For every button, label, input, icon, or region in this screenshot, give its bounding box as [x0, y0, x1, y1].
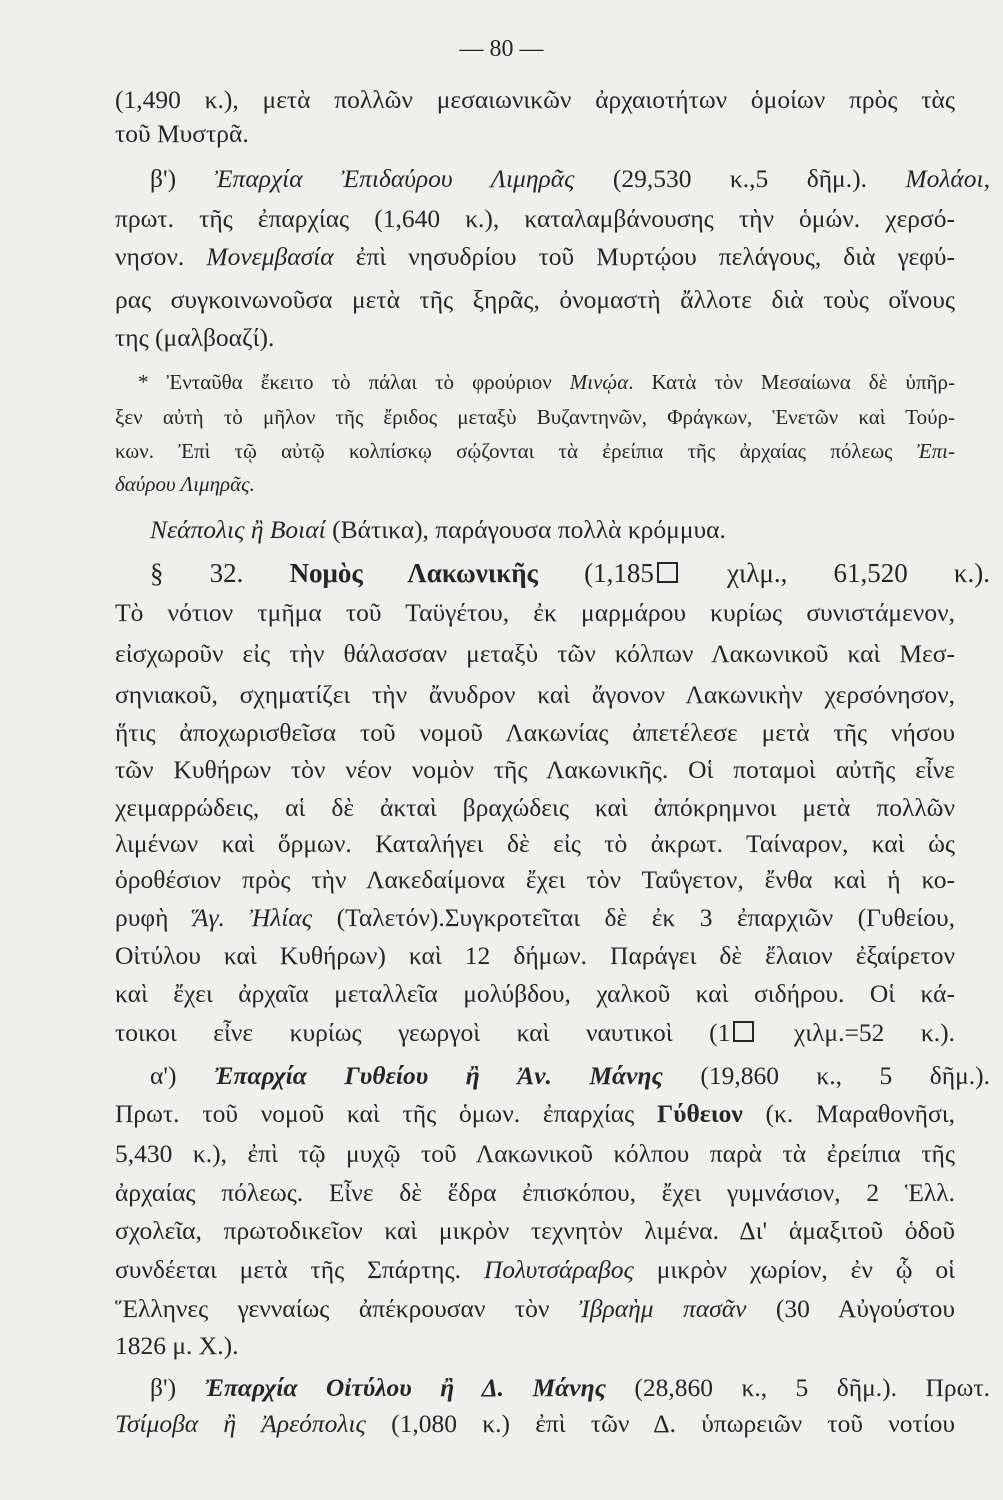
text-line: εἰσχωροῦν εἰς τὴν θάλασσαν μεταξὺ τῶν κόλπων Λακωνικοῦ καὶ Μεσ-: [115, 639, 955, 668]
text-line: [115, 1098, 955, 1130]
text-line: ὁροθέσιον πρὸς τὴν Λακεδαίμονα ἔχει τὸν Ταΰγετον, ἔνθα καὶ ἡ κο-: [115, 865, 955, 894]
text-line: λιμένων καὶ ὅρμων. Καταλήγει δὲ εἰς τὸ ἀκρωτ. Ταίναρον, καὶ ὡς: [115, 829, 955, 858]
text-run: τοικοι εἶνε κυρίως γεωργοὶ καὶ ναυτικοὶ (1: [115, 1018, 731, 1047]
eparchy-heading: Ἐπαρχία Οἰτύλου ἢ Δ. Μάνης: [204, 1373, 606, 1402]
text-line: σηνιακοῦ, σχηματίζει τὴν ἄνυδρον καὶ ἄγονον Λακωνικὴν χερσόνησον,: [115, 680, 955, 709]
text-run: β'): [150, 1373, 205, 1402]
village-name: Πολυτσάραβος: [483, 1255, 634, 1284]
section-title: Νομὸς Λακωνικῆς: [289, 558, 538, 588]
text-line: τῶν Κυθήρων τὸν νέον νομὸν τῆς Λακωνικῆς. Οἱ ποταμοὶ αὐτῆς εἶνε: [115, 755, 955, 784]
square-icon: [657, 562, 678, 583]
text-run: κων. Ἐπὶ τῷ αὐτῷ κολπίσκῳ σῴζονται τὰ ἐρείπια τῆς ἀρχαίας πόλεως: [115, 439, 917, 463]
place-name: Ἐπι-: [916, 439, 955, 463]
text-line: [115, 1017, 955, 1049]
text-run: (30 Αὐγούστου: [746, 1294, 955, 1323]
text-line: [115, 902, 955, 934]
footnote-line: [115, 437, 955, 465]
text-run: (Βάτικα), παράγουσα πολλὰ κρόμμυα.: [325, 515, 726, 544]
text-run: Ἕλληνες γενναίως ἀπέκρουσαν τὸν: [115, 1294, 579, 1323]
town-name: Μονεμβασία: [206, 242, 334, 271]
text-line: [150, 1060, 990, 1092]
place-name: Μινῴα: [569, 370, 629, 394]
footnote-line: [115, 470, 955, 498]
town-name: Μολάοι,: [905, 164, 991, 193]
person-name: Ἰβραὴμ πασᾶν: [578, 1294, 747, 1323]
text-line: [115, 241, 955, 273]
text-run: Πρωτ. τοῦ νομοῦ καὶ τῆς ὁμων. ἐπαρχίας: [115, 1099, 658, 1128]
text-run: χιλμ.=52 κ.).: [757, 1018, 956, 1047]
text-line: [115, 1408, 955, 1440]
town-name: Νεάπολις ἢ Βοιαί: [150, 515, 326, 544]
text-line: σχολεῖα, πρωτοδικεῖον καὶ μικρὸν τεχνητὸν λιμένα. Δι' ἁμαξιτοῦ ὁδοῦ: [115, 1216, 955, 1245]
text-line: πρωτ. τῆς ἐπαρχίας (1,640 κ.), καταλαμβάνουσης τὴν ὁμών. χερσό-: [115, 204, 955, 233]
text-run: (Ταλετόν).Συγκροτεῖται δὲ ἐκ 3 ἐπαρχιῶν (Γυθείου,: [312, 903, 955, 932]
text-line: της (μαλβοαζί).: [115, 323, 275, 352]
text-run: (28,860 κ., 5 δῆμ.). Πρωτ.: [605, 1373, 990, 1402]
text-line: χειμαρρώδεις, αἱ δὲ ἀκταὶ βραχώδεις καὶ ἀπόκρημνοι μετὰ πολλῶν: [115, 793, 955, 822]
page-number: — 80 —: [459, 36, 544, 62]
text-line: ἥτις ἀποχωρισθεῖσα τοῦ νομοῦ Λακωνίας ἀπετέλεσε μετὰ τῆς νήσου: [115, 718, 955, 747]
text-line: τοῦ Μυστρᾶ.: [115, 119, 249, 148]
text-run: (29,530 κ.,5 δῆμ.).: [574, 164, 906, 193]
text-line: [150, 163, 990, 195]
text-run: συνδέεται μετὰ τῆς Σπάρτης.: [115, 1255, 484, 1284]
mountain-name: Ἅγ. Ἠλίας: [192, 903, 313, 932]
place-name: δαύρου Λιμηρᾶς.: [115, 472, 255, 496]
text-run: (1,185: [537, 558, 654, 588]
text-line: (1,490 κ.), μετὰ πολλῶν μεσαιωνικῶν ἀρχαιοτήτων ὁμοίων πρὸς τὰς: [115, 85, 955, 114]
text-line: 1826 μ. Χ.).: [115, 1331, 239, 1360]
text-line: [115, 1293, 955, 1325]
footnote-line: [138, 368, 955, 396]
text-line: Οἰτύλου καὶ Κυθήρων) καὶ 12 δήμων. Παράγει δὲ ἔλαιον ἐξαίρετον: [115, 941, 955, 970]
text-run: β'): [150, 164, 215, 193]
text-run: (κ. Μαραθονῆσι,: [742, 1099, 955, 1128]
text-run: νησον.: [115, 242, 207, 271]
square-icon: [733, 1021, 754, 1042]
text-line: ἀρχαίας πόλεως. Εἶνε δὲ ἕδρα ἐπισκόπου, ἔχει γυμνάσιον, 2 Ἑλλ.: [115, 1178, 955, 1207]
text-run: ρυφὴ: [115, 903, 193, 932]
capital-name: Γύθειον: [657, 1099, 743, 1128]
text-run: μικρὸν χωρίον, ἐν ᾧ οἱ: [633, 1255, 955, 1284]
text-line: καὶ ἔχει ἀρχαῖα μεταλλεῖα μολύβδου, χαλκοῦ καὶ σιδήρου. Οἱ κά-: [115, 979, 955, 1008]
text-run: (19,860 κ., 5 δῆμ.).: [662, 1061, 991, 1090]
eparchy-heading: Ἐπαρχία Ἐπιδαύρου Λιμηρᾶς: [214, 164, 575, 193]
text-line: [150, 1372, 990, 1404]
text-line: 5,430 κ.), ἐπὶ τῷ μυχῷ τοῦ Λακωνικοῦ κόλπου παρὰ τὰ ἐρείπια τῆς: [115, 1139, 955, 1168]
section-number: § 32.: [150, 558, 290, 588]
section-heading: [150, 557, 990, 589]
eparchy-heading: Ἐπαρχία Γυθείου ἢ Ἀν. Μάνης: [213, 1061, 663, 1090]
footnote-line: ξεν αὐτὴ τὸ μῆλον τῆς ἔριδος μεταξὺ Βυζαντηνῶν, Φράγκων, Ἑνετῶν καὶ Τούρ-: [115, 405, 955, 429]
text-run: α'): [150, 1061, 214, 1090]
text-run: (1,080 κ.) ἐπὶ τῶν Δ. ὑπωρειῶν τοῦ νοτίου: [365, 1409, 956, 1438]
text-run: * Ἐνταῦθα ἔκειτο τὸ πάλαι τὸ φρούριον: [138, 370, 570, 394]
text-run: ἐπὶ νησυδρίου τοῦ Μυρτῴου πελάγους, διὰ γεφύ-: [333, 242, 955, 271]
text-run: χιλμ., 61,520 κ.).: [680, 558, 990, 588]
text-line: Τὸ νότιον τμῆμα τοῦ Ταϋγέτου, ἐκ μαρμάρου κυρίως συνιστάμενον,: [115, 598, 955, 627]
town-name: Τσίμοβα ἢ Ἀρεόπολις: [115, 1409, 366, 1438]
text-run: . Κατὰ τὸν Μεσαίωνα δὲ ὑπῆρ-: [628, 370, 955, 394]
text-line: [115, 1254, 955, 1286]
text-line: ρας συγκοινωνοῦσα μετὰ τῆς ξηρᾶς, ὀνομαστὴ ἄλλοτε διὰ τοὺς οἴνους: [115, 285, 955, 314]
text-line: [150, 514, 990, 546]
